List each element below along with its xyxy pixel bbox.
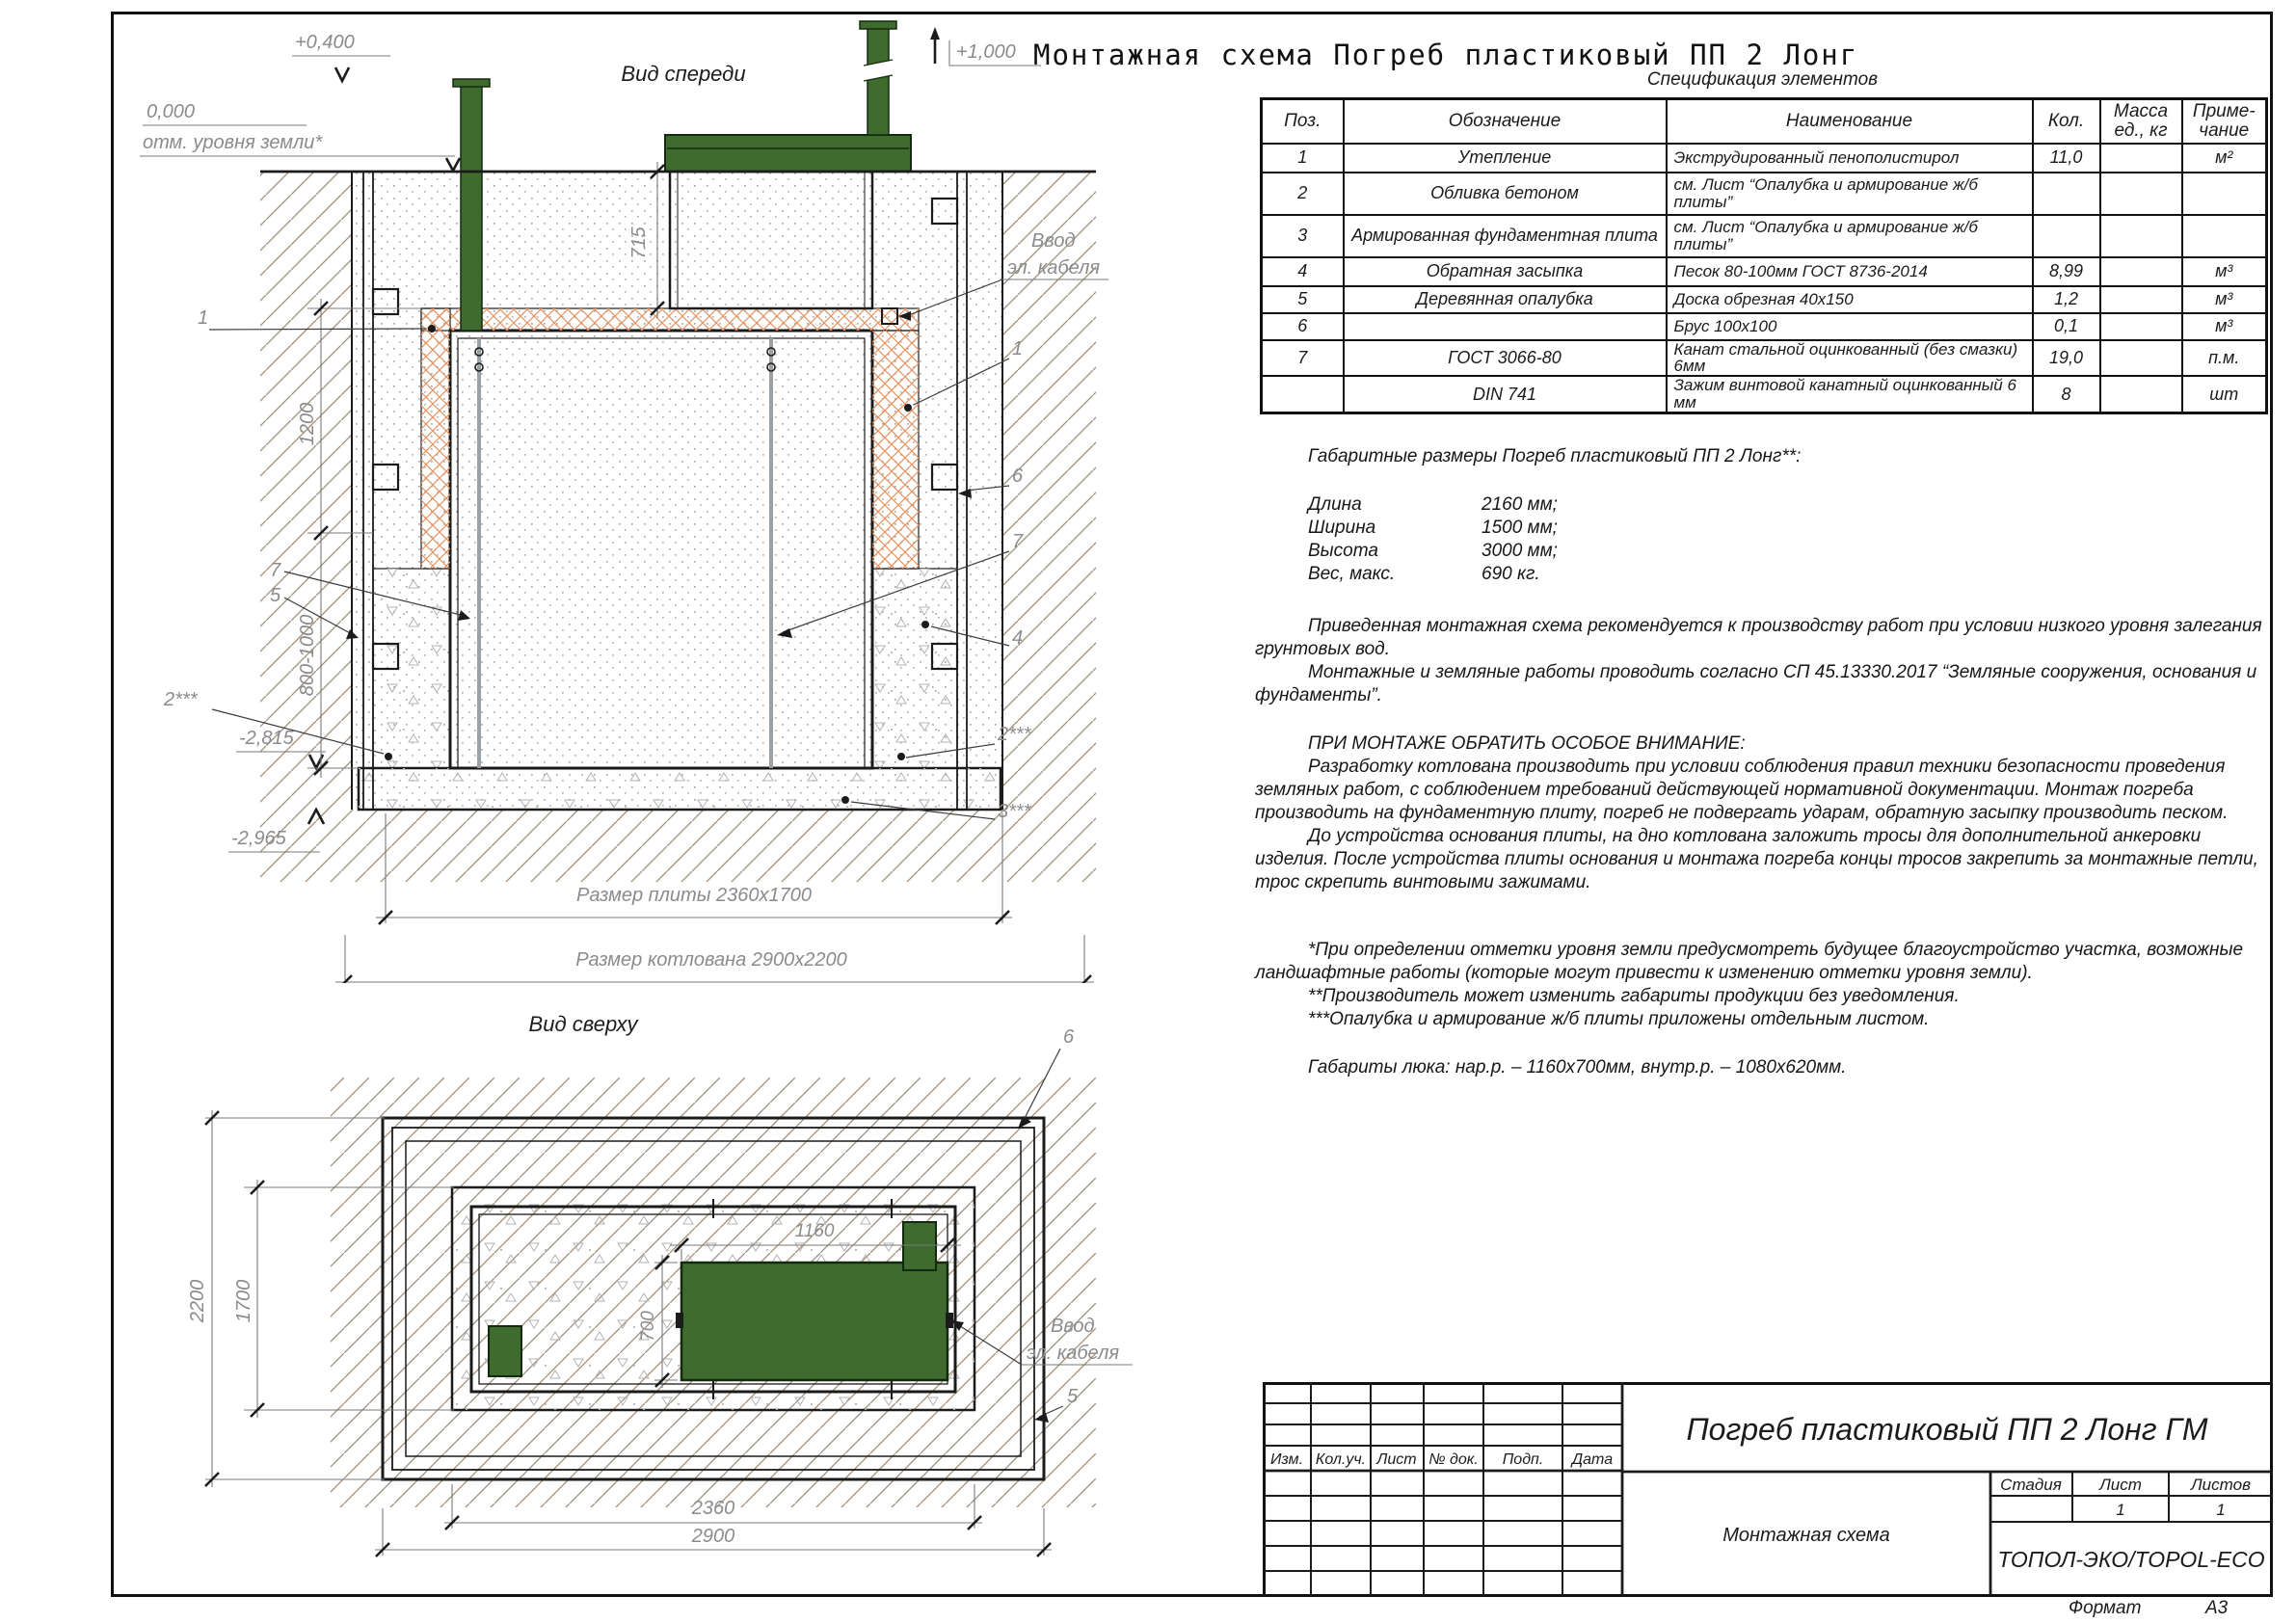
level-zero: 0,000	[147, 101, 196, 122]
dim-2200: 2200	[187, 1279, 208, 1323]
dim-label: Высота	[1308, 541, 1378, 561]
note-paragraph: До устройства основания плиты, на дно котлована заложить тросы для дополнительной анкеровки изделия. После устройства плиты основания и монтажа погреба концы тросов закрепить за монтажные петли, трос скрепить винтовыми зажимами.	[1255, 826, 2258, 892]
cell-mass	[2100, 144, 2182, 173]
dim-1160: 1160	[794, 1221, 835, 1241]
cell-mass	[2100, 257, 2182, 286]
vent-top-right	[903, 1222, 936, 1270]
cell-note: м³	[2182, 313, 2267, 340]
dim-row	[1308, 563, 2271, 586]
cell-pos	[1262, 376, 1344, 412]
rev-header-list: Лист	[1376, 1451, 1417, 1468]
dim-neck: 715	[628, 226, 650, 259]
cell-mass	[2100, 313, 2182, 340]
cell-des: Утепление	[1344, 144, 1667, 173]
sheets-value: 1	[2216, 1501, 2226, 1519]
spec-row	[1262, 215, 2267, 257]
vent-pipe-right	[860, 21, 896, 135]
cell-pos: 7	[1262, 340, 1344, 377]
note-paragraph: Монтажные и земляные работы проводить согласно СП 45.13330.2017 “Земляные сооружения, основания и фундаменты”.	[1255, 662, 2257, 705]
front-view-drawing	[260, 21, 1096, 882]
dim-700: 700	[638, 1311, 658, 1342]
spec-header-pos: Поз.	[1262, 99, 1344, 144]
cell-qty: 19,0	[2033, 340, 2100, 377]
spec-row	[1262, 313, 2267, 340]
top-view	[169, 1002, 1142, 1595]
vent-bottom-left	[489, 1326, 521, 1376]
dim-label: Длина	[1308, 494, 1362, 515]
cell-pos: 3	[1262, 215, 1344, 257]
note-paragraph: Приведенная монтажная схема рекомендуется к производству работ при условии низкого уровня залегания грунтовых вод.	[1255, 616, 2262, 659]
cell-name: Доска обрезная 40х150	[1667, 286, 2033, 313]
footnote-star3: ***Опалубка и армирование ж/б плиты приложены отдельным листом.	[1308, 1009, 1930, 1029]
spec-row	[1262, 340, 2267, 377]
cable-entry-label-1: Ввод	[1031, 230, 1076, 252]
cell-mass	[2100, 286, 2182, 313]
top-view-title: Вид сверху	[528, 1012, 638, 1036]
spec-table-caption: Спецификация элементов	[1646, 69, 1879, 90]
cell-note: шт	[2182, 376, 2267, 412]
top-view-drawing	[331, 1078, 1096, 1507]
format-label: Формат	[2069, 1598, 2142, 1618]
stage-label: Стадия	[2000, 1476, 2062, 1494]
cell-qty	[2033, 173, 2100, 215]
sheet-value: 1	[2116, 1501, 2125, 1519]
cell-mass	[2100, 173, 2182, 215]
notes-block	[1255, 436, 2271, 1079]
cell-pos: 5	[1262, 286, 1344, 313]
level-plus0400: +0,400	[295, 32, 355, 53]
callout-6-top: 6	[1063, 1026, 1075, 1048]
rev-header-izm: Изм.	[1269, 1451, 1304, 1468]
callout-6-right: 6	[1012, 466, 1024, 487]
cell-qty: 11,0	[2033, 144, 2100, 173]
dim-value: 1500 мм;	[1482, 518, 1558, 538]
rev-header-data: Дата	[1571, 1451, 1614, 1468]
front-view	[116, 19, 1147, 983]
cell-note: м²	[2182, 144, 2267, 173]
cell-pos: 1	[1262, 144, 1344, 173]
dim-label: Вес, макс.	[1308, 564, 1396, 584]
cable-entry-top-2: эл. кабеля	[1027, 1343, 1120, 1364]
spec-table	[1260, 97, 2268, 414]
ground-note: отм. уровня земли*	[143, 132, 323, 153]
sheet-label: Лист	[2099, 1476, 2142, 1494]
rev-header-podp: Подп.	[1502, 1451, 1544, 1468]
overall-dims-heading: Габаритные размеры Погреб пластиковый ПП 2 Лонг**:	[1308, 446, 1802, 466]
rev-header-ndok: № док.	[1428, 1451, 1479, 1468]
foundation-plate	[359, 768, 1001, 810]
cell-pos: 2	[1262, 173, 1344, 215]
dim-pit: Размер котлована 2900х2200	[575, 949, 847, 971]
cell-name: Песок 80-100мм ГОСТ 8736-2014	[1667, 257, 2033, 286]
callout-7-left: 7	[270, 560, 281, 581]
spec-row	[1262, 173, 2267, 215]
cell-qty	[2033, 215, 2100, 257]
dim-value: 690 кг.	[1482, 564, 1540, 584]
spec-header-qty: Кол.	[2033, 99, 2100, 144]
callout-1-right: 1	[1012, 338, 1024, 359]
dim-row	[1308, 517, 2271, 540]
cable-entry-top-1: Ввод	[1051, 1316, 1095, 1337]
cell-des	[1344, 313, 1667, 340]
spec-header-mass: Масса ед., кг	[2100, 99, 2182, 144]
cell-mass	[2100, 340, 2182, 377]
cell-note: м³	[2182, 257, 2267, 286]
spec-header-des: Обозначение	[1344, 99, 1667, 144]
level-minus2965: -2,965	[231, 828, 286, 849]
cell-mass	[2100, 376, 2182, 412]
callout-5-left: 5	[270, 585, 281, 606]
dim-2900: 2900	[691, 1526, 735, 1547]
dim-lower: 800-1000	[297, 614, 318, 697]
format-value: А3	[2205, 1598, 2229, 1618]
cell-mass	[2100, 215, 2182, 257]
cell-note: м³	[2182, 286, 2267, 313]
cell-name: Зажим винтовой канатный оцинкованный 6 мм	[1667, 376, 2033, 412]
doc-type: Монтажная схема	[1722, 1525, 1890, 1546]
callout-2-left: 2***	[164, 689, 198, 710]
dim-row	[1308, 540, 2271, 563]
hatch-cover	[676, 1263, 953, 1380]
cell-qty: 8	[2033, 376, 2100, 412]
cell-note	[2182, 215, 2267, 257]
callout-2-right: 2***	[998, 724, 1031, 745]
cell-qty: 8,99	[2033, 257, 2100, 286]
dim-value: 2160 мм;	[1482, 494, 1558, 515]
cable-entry-label-2: эл. кабеля	[1007, 257, 1101, 279]
attention-heading: ПРИ МОНТАЖЕ ОБРАТИТЬ ОСОБОЕ ВНИМАНИЕ:	[1308, 733, 1746, 754]
hatch-lid	[665, 135, 911, 172]
callout-3-right: 3***	[998, 801, 1031, 822]
level-plus1000: +1,000	[956, 41, 1016, 63]
cell-des: Обливка бетоном	[1344, 173, 1667, 215]
front-view-title: Вид спереди	[621, 62, 746, 86]
spec-row	[1262, 286, 2267, 313]
cell-name: Брус 100х100	[1667, 313, 2033, 340]
cell-qty: 1,2	[2033, 286, 2100, 313]
spec-header-name: Наименование	[1667, 99, 2033, 144]
dim-2360: 2360	[691, 1498, 735, 1519]
cell-note	[2182, 173, 2267, 215]
cell-pos: 6	[1262, 313, 1344, 340]
dim-1700: 1700	[233, 1279, 254, 1323]
title-block	[1263, 1382, 2273, 1597]
cell-name: Экструдированный пенополистирол	[1667, 144, 2033, 173]
callout-4-right: 4	[1012, 627, 1024, 649]
spec-header-note: Приме- чание	[2182, 99, 2267, 144]
company-name: ТОПОЛ-ЭКО/TOPOL-ECO	[1997, 1547, 2265, 1572]
cell-note: п.м.	[2182, 340, 2267, 377]
callout-5-top: 5	[1067, 1386, 1079, 1407]
sheets-label: Листов	[2191, 1476, 2251, 1494]
spec-row	[1262, 376, 2267, 412]
note-paragraph: Разработку котлована производить при условии соблюдения правил техники безопасности проведения земляных работ, с соблюдением требований действующей нормативной документации. Монтаж погреба производить на фундаментную плиту, погреб не подвергать ударам, обратную засыпку производить песком.	[1255, 757, 2229, 823]
dim-plate: Размер плиты 2360х1700	[576, 885, 812, 906]
cell-des: Обратная засыпка	[1344, 257, 1667, 286]
cell-des: ГОСТ 3066-80	[1344, 340, 1667, 377]
dim-upper: 1200	[297, 402, 318, 446]
spec-row	[1262, 257, 2267, 286]
spec-header-row	[1262, 99, 2267, 144]
cell-des: Деревянная опалубка	[1344, 286, 1667, 313]
cell-des: Армированная фундаментная плита	[1344, 215, 1667, 257]
footnote-star2: **Производитель может изменить габариты продукции без уведомления.	[1308, 986, 1960, 1006]
rev-header-koluch: Кол.уч.	[1315, 1451, 1367, 1468]
doc-title: Погреб пластиковый ПП 2 Лонг ГМ	[1686, 1412, 2208, 1447]
ground-hatch-left	[260, 172, 352, 810]
cell-name: см. Лист “Опалубка и армирование ж/б плиты”	[1667, 173, 2033, 215]
dim-row	[1308, 493, 2271, 517]
cell-qty: 0,1	[2033, 313, 2100, 340]
cell-name: Канат стальной оцинкованный (без смазки) 6мм	[1667, 340, 2033, 377]
overall-dims-list	[1308, 493, 2271, 586]
callout-7-right: 7	[1012, 531, 1024, 552]
spec-row	[1262, 144, 2267, 173]
dim-label: Ширина	[1308, 518, 1376, 538]
hatch-dims-note: Габариты люка: нар.р. – 1160х700мм, внутр.р. – 1080х620мм.	[1308, 1057, 1847, 1078]
cell-name: см. Лист “Опалубка и армирование ж/б плиты”	[1667, 215, 2033, 257]
cell-des: DIN 741	[1344, 376, 1667, 412]
dim-value: 3000 мм;	[1482, 541, 1558, 561]
footnote-star1: *При определении отметки уровня земли предусмотреть будущее благоустройство участка, возможные ландшафтные работы (которые могут привести к изменению отметки уровня земли).	[1255, 940, 2244, 983]
page-title: Монтажная схема Погреб пластиковый ПП 2 Лонг	[1033, 39, 1859, 71]
cell-pos: 4	[1262, 257, 1344, 286]
callout-1-left: 1	[198, 307, 209, 329]
level-minus2815: -2,815	[239, 728, 294, 749]
